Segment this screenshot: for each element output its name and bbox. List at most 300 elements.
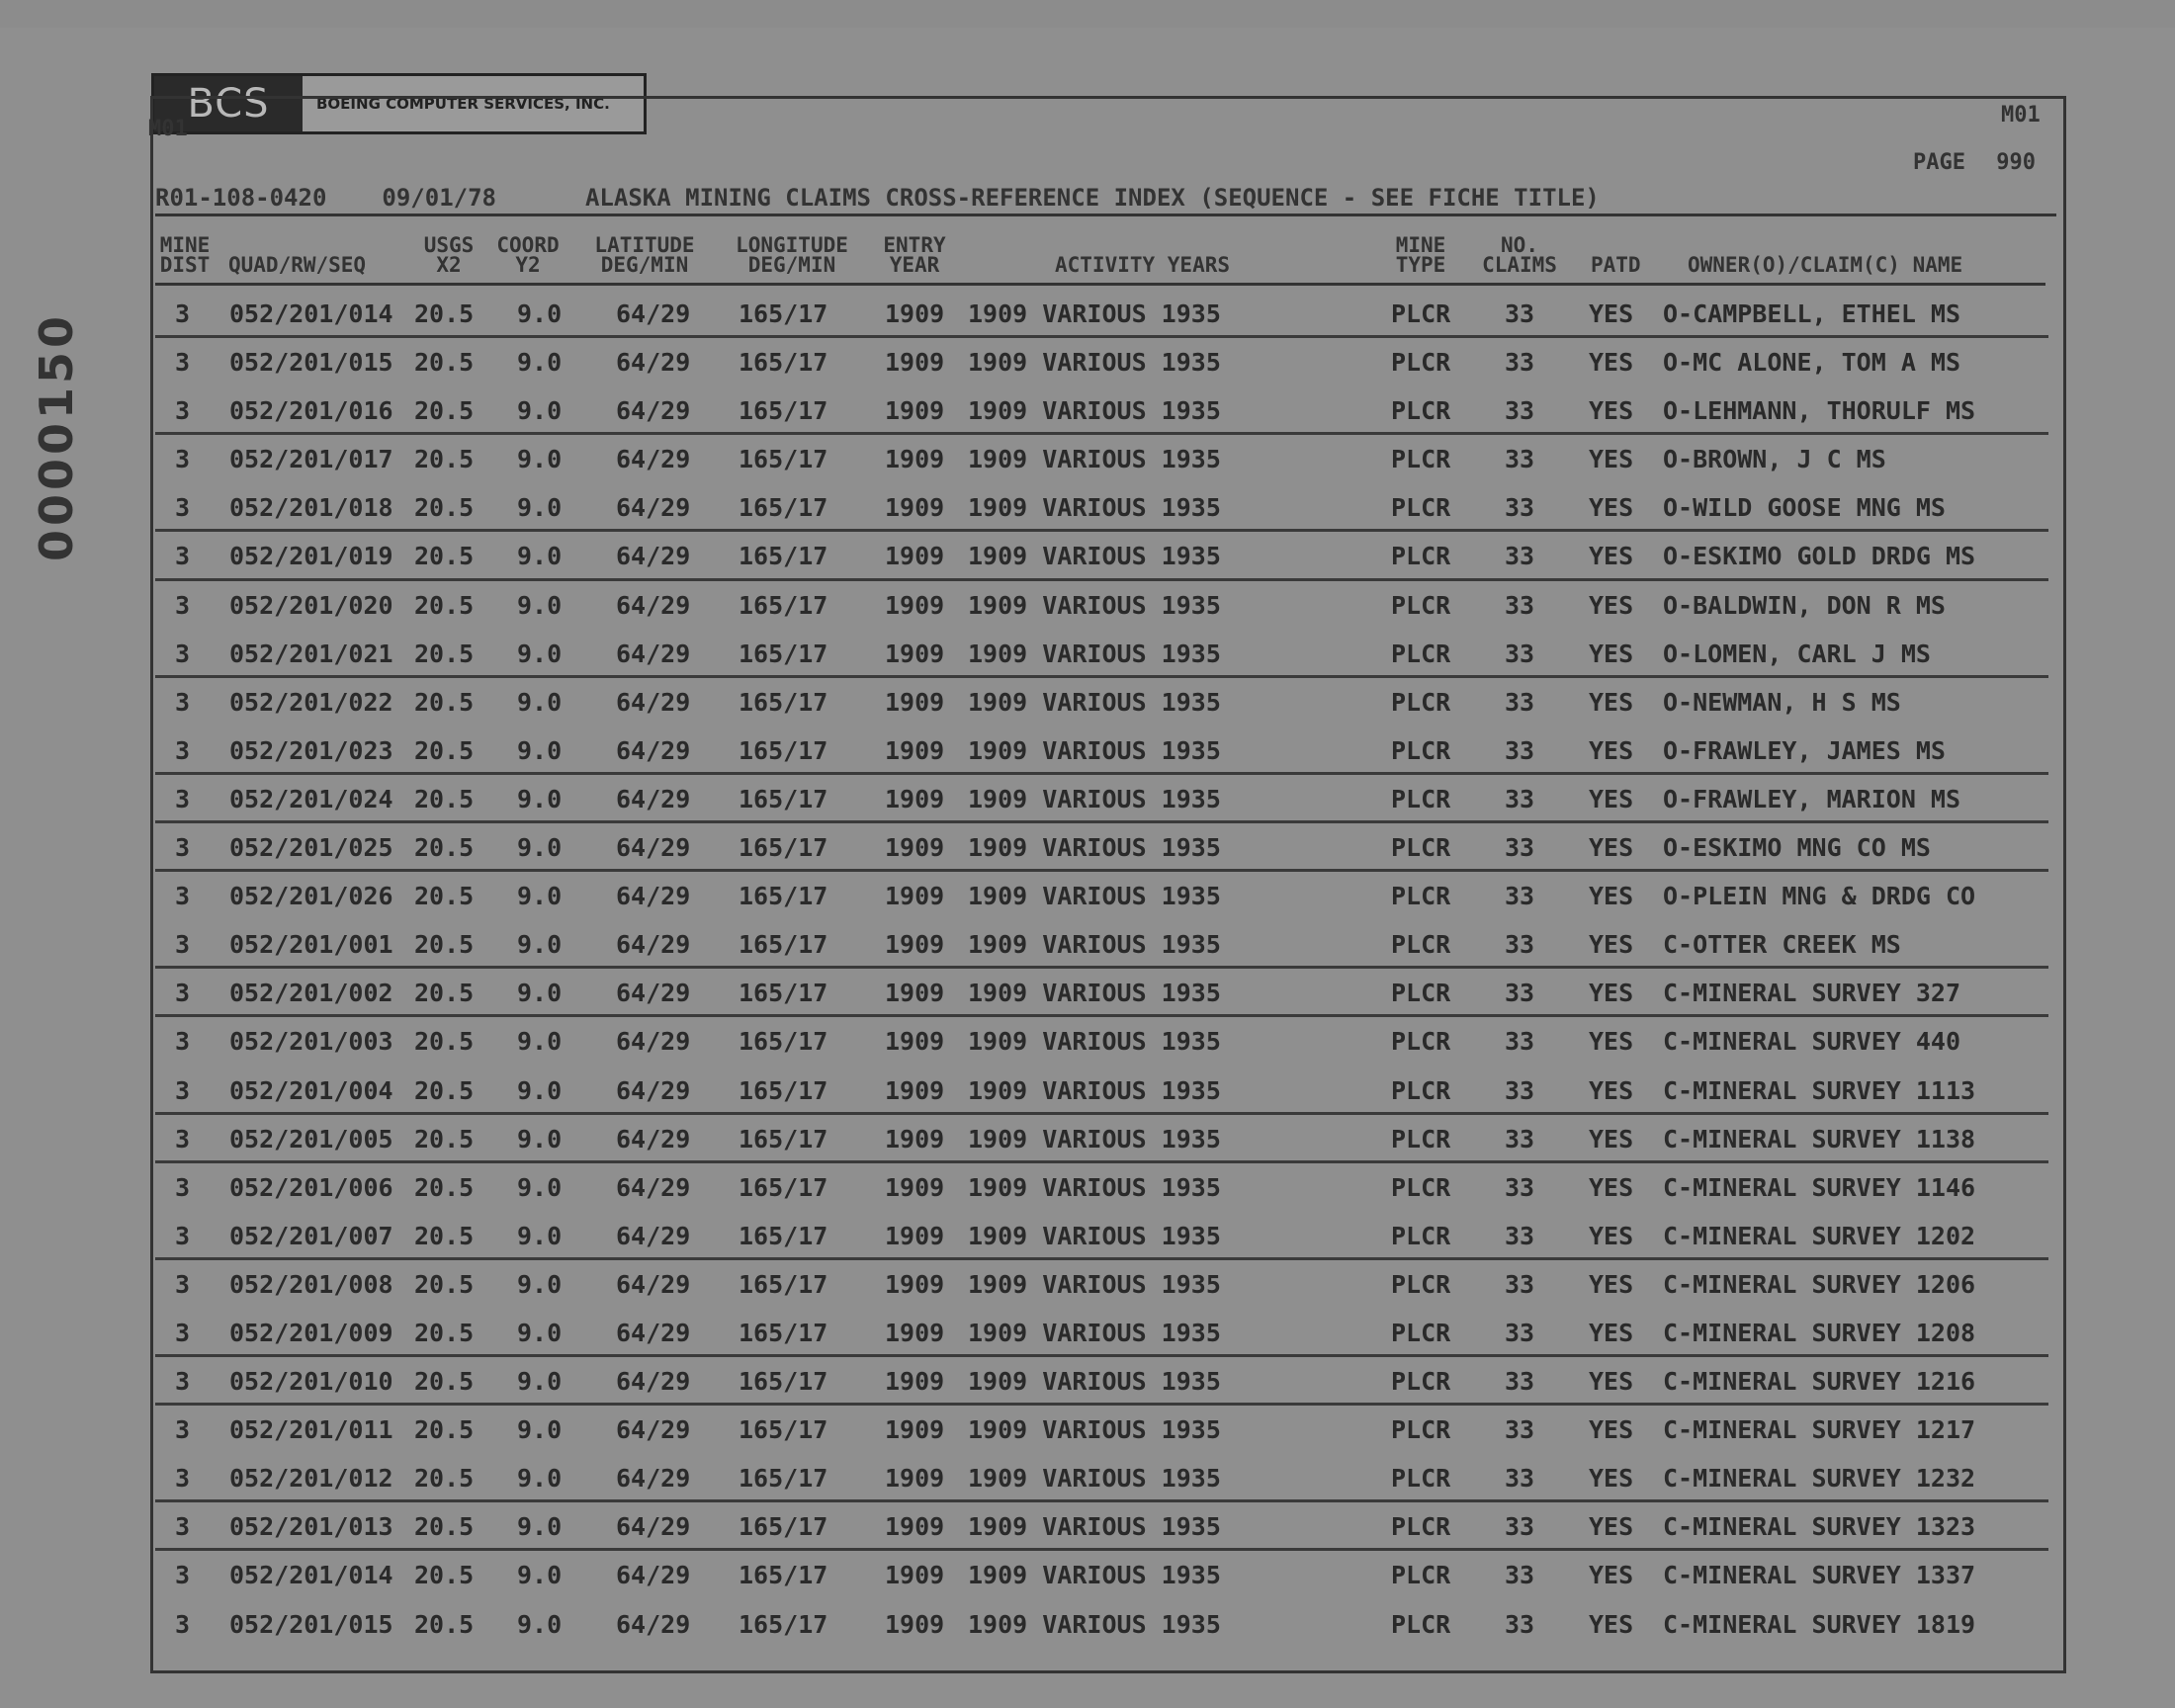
cell-pat: YES — [1589, 1221, 1634, 1250]
cell-pat: YES — [1589, 639, 1634, 668]
cell-type: PLCR — [1391, 1609, 1451, 1639]
cell-activity: 1909 VARIOUS 1935 — [968, 784, 1221, 813]
cell-entry: 1909 — [885, 1172, 945, 1202]
cell-claims: 33 — [1505, 687, 1535, 717]
cell-quad: 052/201/003 — [229, 1027, 393, 1057]
cell-quad: 052/201/001 — [229, 930, 393, 960]
cell-entry: 1909 — [885, 1027, 945, 1057]
cell-activity: 1909 VARIOUS 1935 — [968, 1172, 1221, 1202]
cell-lon: 165/17 — [739, 930, 828, 960]
col-claims: NO. CLAIMS — [1482, 233, 1557, 277]
cell-lon: 165/17 — [739, 979, 828, 1008]
col-owner: OWNER(O)/CLAIM(C) NAME — [1688, 253, 1963, 277]
cell-quad: 052/201/016 — [229, 396, 393, 426]
table-row — [155, 1600, 2048, 1649]
cell-claims: 33 — [1505, 1367, 1535, 1397]
cell-owner: C-OTTER CREEK MS — [1663, 930, 1901, 960]
cell-pat: YES — [1589, 979, 1634, 1008]
cell-dist: 3 — [175, 396, 191, 426]
cell-entry: 1909 — [885, 542, 945, 571]
cell-claims: 33 — [1505, 1609, 1535, 1639]
cell-entry: 1909 — [885, 833, 945, 863]
cell-usgs: 20.5 — [414, 1367, 475, 1397]
cell-quad: 052/201/023 — [229, 735, 393, 765]
cell-coord: 9.0 — [517, 979, 563, 1008]
col-dist: MINE DIST — [159, 233, 211, 277]
cell-quad: 052/201/020 — [229, 590, 393, 620]
cell-usgs: 20.5 — [414, 1318, 475, 1347]
cell-entry: 1909 — [885, 396, 945, 426]
cell-entry: 1909 — [885, 590, 945, 620]
cell-claims: 33 — [1505, 299, 1535, 328]
cell-activity: 1909 VARIOUS 1935 — [968, 396, 1221, 426]
cell-coord: 9.0 — [517, 1221, 563, 1250]
cell-dist: 3 — [175, 445, 191, 474]
cell-pat: YES — [1589, 493, 1634, 523]
cell-activity: 1909 VARIOUS 1935 — [968, 687, 1221, 717]
cell-claims: 33 — [1505, 1221, 1535, 1250]
cell-lon: 165/17 — [739, 299, 828, 328]
cell-pat: YES — [1589, 735, 1634, 765]
cell-lon: 165/17 — [739, 687, 828, 717]
col-usgs: USGS X2 — [423, 233, 475, 277]
cell-activity: 1909 VARIOUS 1935 — [968, 299, 1221, 328]
cell-usgs: 20.5 — [414, 1415, 475, 1445]
cell-quad: 052/201/025 — [229, 833, 393, 863]
table-row — [155, 1502, 2048, 1551]
cell-activity: 1909 VARIOUS 1935 — [968, 493, 1221, 523]
cell-pat: YES — [1589, 784, 1634, 813]
cell-owner: C-MINERAL SURVEY 327 — [1663, 979, 1961, 1008]
table-row — [155, 775, 2048, 823]
cell-lat: 64/29 — [616, 396, 691, 426]
cell-owner: C-MINERAL SURVEY 1206 — [1663, 1269, 1976, 1299]
cell-lat: 64/29 — [616, 1609, 691, 1639]
cell-lon: 165/17 — [739, 396, 828, 426]
cell-coord: 9.0 — [517, 1075, 563, 1105]
cell-claims: 33 — [1505, 1415, 1535, 1445]
page-indicator — [1913, 150, 2036, 175]
cell-dist: 3 — [175, 493, 191, 523]
report-title: ALASKA MINING CLAIMS CROSS-REFERENCE INDEX (SEQUENCE - SEE FICHE TITLE) — [584, 184, 1600, 212]
cell-usgs: 20.5 — [414, 1561, 475, 1590]
cell-claims: 33 — [1505, 348, 1535, 378]
cell-lon: 165/17 — [739, 882, 828, 911]
cell-type: PLCR — [1391, 1221, 1451, 1250]
cell-lat: 64/29 — [616, 1512, 691, 1542]
cell-pat: YES — [1589, 1318, 1634, 1347]
cell-coord: 9.0 — [517, 396, 563, 426]
cell-quad: 052/201/015 — [229, 348, 393, 378]
cell-quad: 052/201/002 — [229, 979, 393, 1008]
cell-quad: 052/201/014 — [229, 1561, 393, 1590]
cell-entry: 1909 — [885, 1415, 945, 1445]
cell-claims: 33 — [1505, 930, 1535, 960]
table-row — [155, 920, 2048, 969]
cell-type: PLCR — [1391, 1027, 1451, 1057]
cell-coord: 9.0 — [517, 1172, 563, 1202]
cell-lat: 64/29 — [616, 445, 691, 474]
cell-claims: 33 — [1505, 1124, 1535, 1153]
cell-coord: 9.0 — [517, 542, 563, 571]
col-activity: ACTIVITY YEARS — [1055, 253, 1231, 277]
cell-dist: 3 — [175, 1512, 191, 1542]
cell-pat: YES — [1589, 396, 1634, 426]
cell-dist: 3 — [175, 1367, 191, 1397]
cell-dist: 3 — [175, 1269, 191, 1299]
col-pat: PATD — [1591, 253, 1641, 277]
cell-quad: 052/201/015 — [229, 1609, 393, 1639]
cell-claims: 33 — [1505, 1027, 1535, 1057]
cell-lat: 64/29 — [616, 299, 691, 328]
cell-lat: 64/29 — [616, 1415, 691, 1445]
cell-lat: 64/29 — [616, 1318, 691, 1347]
cell-type: PLCR — [1391, 1269, 1451, 1299]
cell-lon: 165/17 — [739, 1609, 828, 1639]
cell-owner: O-LEHMANN, THORULF MS — [1663, 396, 1976, 426]
cell-lat: 64/29 — [616, 1269, 691, 1299]
cell-owner: O-ESKIMO GOLD DRDG MS — [1663, 542, 1976, 571]
cell-lat: 64/29 — [616, 979, 691, 1008]
cell-lon: 165/17 — [739, 1124, 828, 1153]
cell-type: PLCR — [1391, 735, 1451, 765]
report-date: 09/01/78 — [382, 184, 496, 212]
cell-pat: YES — [1589, 833, 1634, 863]
cell-activity: 1909 VARIOUS 1935 — [968, 1075, 1221, 1105]
cell-lon: 165/17 — [739, 493, 828, 523]
cell-usgs: 20.5 — [414, 833, 475, 863]
cell-entry: 1909 — [885, 930, 945, 960]
cell-quad: 052/201/014 — [229, 299, 393, 328]
cell-lon: 165/17 — [739, 590, 828, 620]
cell-lon: 165/17 — [739, 348, 828, 378]
cell-type: PLCR — [1391, 784, 1451, 813]
cell-pat: YES — [1589, 1075, 1634, 1105]
cell-owner: O-MC ALONE, TOM A MS — [1663, 348, 1961, 378]
cell-dist: 3 — [175, 735, 191, 765]
cell-claims: 33 — [1505, 493, 1535, 523]
cell-owner: C-MINERAL SURVEY 1819 — [1663, 1609, 1976, 1639]
cell-coord: 9.0 — [517, 1367, 563, 1397]
cell-type: PLCR — [1391, 1124, 1451, 1153]
cell-lat: 64/29 — [616, 833, 691, 863]
cell-type: PLCR — [1391, 1075, 1451, 1105]
cell-usgs: 20.5 — [414, 639, 475, 668]
cell-owner: O-BROWN, J C MS — [1663, 445, 1886, 474]
cell-entry: 1909 — [885, 445, 945, 474]
cell-usgs: 20.5 — [414, 542, 475, 571]
cell-lat: 64/29 — [616, 1172, 691, 1202]
cell-type: PLCR — [1391, 396, 1451, 426]
cell-coord: 9.0 — [517, 1415, 563, 1445]
cell-coord: 9.0 — [517, 882, 563, 911]
cell-lon: 165/17 — [739, 1318, 828, 1347]
cell-pat: YES — [1589, 542, 1634, 571]
cell-dist: 3 — [175, 1075, 191, 1105]
cell-entry: 1909 — [885, 687, 945, 717]
cell-owner: C-MINERAL SURVEY 1146 — [1663, 1172, 1976, 1202]
cell-activity: 1909 VARIOUS 1935 — [968, 445, 1221, 474]
cell-quad: 052/201/024 — [229, 784, 393, 813]
table-row — [155, 1260, 2048, 1309]
cell-lon: 165/17 — [739, 1367, 828, 1397]
cell-coord: 9.0 — [517, 1512, 563, 1542]
cell-lat: 64/29 — [616, 1027, 691, 1057]
table-row — [155, 969, 2048, 1017]
table-row — [155, 1309, 2048, 1357]
cell-quad: 052/201/021 — [229, 639, 393, 668]
cell-dist: 3 — [175, 1221, 191, 1250]
cell-quad: 052/201/017 — [229, 445, 393, 474]
cell-pat: YES — [1589, 930, 1634, 960]
cell-type: PLCR — [1391, 1367, 1451, 1397]
cell-quad: 052/201/019 — [229, 542, 393, 571]
cell-dist: 3 — [175, 542, 191, 571]
cell-usgs: 20.5 — [414, 979, 475, 1008]
cell-claims: 33 — [1505, 639, 1535, 668]
cell-claims: 33 — [1505, 445, 1535, 474]
cell-dist: 3 — [175, 930, 191, 960]
cell-owner: O-ESKIMO MNG CO MS — [1663, 833, 1931, 863]
cell-type: PLCR — [1391, 930, 1451, 960]
cell-owner: C-MINERAL SURVEY 1138 — [1663, 1124, 1976, 1153]
cell-lon: 165/17 — [739, 735, 828, 765]
cell-quad: 052/201/009 — [229, 1318, 393, 1347]
cell-entry: 1909 — [885, 1124, 945, 1153]
cell-quad: 052/201/006 — [229, 1172, 393, 1202]
cell-quad: 052/201/010 — [229, 1367, 393, 1397]
cell-usgs: 20.5 — [414, 1172, 475, 1202]
cell-usgs: 20.5 — [414, 348, 475, 378]
table-row — [155, 290, 2048, 338]
cell-entry: 1909 — [885, 348, 945, 378]
table-row — [155, 435, 2048, 483]
cell-quad: 052/201/008 — [229, 1269, 393, 1299]
cell-claims: 33 — [1505, 833, 1535, 863]
table-row — [155, 726, 2048, 775]
cell-activity: 1909 VARIOUS 1935 — [968, 1027, 1221, 1057]
cell-coord: 9.0 — [517, 687, 563, 717]
cell-activity: 1909 VARIOUS 1935 — [968, 979, 1221, 1008]
cell-quad: 052/201/018 — [229, 493, 393, 523]
cell-entry: 1909 — [885, 735, 945, 765]
cell-coord: 9.0 — [517, 833, 563, 863]
cell-type: PLCR — [1391, 590, 1451, 620]
table-row — [155, 386, 2048, 435]
cell-owner: O-CAMPBELL, ETHEL MS — [1663, 299, 1961, 328]
page-label: PAGE — [1913, 150, 1965, 175]
cell-dist: 3 — [175, 882, 191, 911]
cell-pat: YES — [1589, 1269, 1634, 1299]
cell-pat: YES — [1589, 1367, 1634, 1397]
col-type: MINE TYPE — [1395, 233, 1446, 277]
table-row — [155, 1067, 2048, 1115]
cell-type: PLCR — [1391, 1512, 1451, 1542]
cell-dist: 3 — [175, 1027, 191, 1057]
cell-dist: 3 — [175, 348, 191, 378]
left-code: M01 — [148, 117, 188, 141]
cell-coord: 9.0 — [517, 1124, 563, 1153]
cell-dist: 3 — [175, 833, 191, 863]
cell-lon: 165/17 — [739, 1464, 828, 1494]
cell-lat: 64/29 — [616, 1561, 691, 1590]
cell-type: PLCR — [1391, 1561, 1451, 1590]
table-row — [155, 630, 2048, 678]
cell-quad: 052/201/004 — [229, 1075, 393, 1105]
cell-lon: 165/17 — [739, 1512, 828, 1542]
cell-entry: 1909 — [885, 1318, 945, 1347]
cell-owner: O-FRAWLEY, JAMES MS — [1663, 735, 1946, 765]
cell-pat: YES — [1589, 1415, 1634, 1445]
cell-dist: 3 — [175, 1609, 191, 1639]
cell-coord: 9.0 — [517, 1609, 563, 1639]
cell-usgs: 20.5 — [414, 493, 475, 523]
cell-activity: 1909 VARIOUS 1935 — [968, 1464, 1221, 1494]
cell-owner: C-MINERAL SURVEY 1113 — [1663, 1075, 1976, 1105]
col-lat: LATITUDE DEG/MIN — [594, 233, 695, 277]
cell-coord: 9.0 — [517, 590, 563, 620]
cell-claims: 33 — [1505, 735, 1535, 765]
cell-claims: 33 — [1505, 979, 1535, 1008]
table-row — [155, 581, 2048, 630]
cell-coord: 9.0 — [517, 639, 563, 668]
cell-lon: 165/17 — [739, 1561, 828, 1590]
cell-owner: C-MINERAL SURVEY 1337 — [1663, 1561, 1976, 1590]
cell-activity: 1909 VARIOUS 1935 — [968, 1561, 1221, 1590]
table-row — [155, 483, 2048, 532]
cell-usgs: 20.5 — [414, 930, 475, 960]
cell-owner: C-MINERAL SURVEY 440 — [1663, 1027, 1961, 1057]
cell-lat: 64/29 — [616, 348, 691, 378]
table-row — [155, 678, 2048, 726]
cell-claims: 33 — [1505, 396, 1535, 426]
cell-usgs: 20.5 — [414, 1464, 475, 1494]
cell-lat: 64/29 — [616, 542, 691, 571]
cell-usgs: 20.5 — [414, 1609, 475, 1639]
cell-usgs: 20.5 — [414, 1269, 475, 1299]
cell-lat: 64/29 — [616, 1124, 691, 1153]
report-title-line — [155, 184, 2056, 216]
cell-lon: 165/17 — [739, 833, 828, 863]
cell-type: PLCR — [1391, 1172, 1451, 1202]
cell-pat: YES — [1589, 687, 1634, 717]
cell-claims: 33 — [1505, 1269, 1535, 1299]
cell-lat: 64/29 — [616, 1464, 691, 1494]
table-row — [155, 1212, 2048, 1260]
cell-entry: 1909 — [885, 882, 945, 911]
fiche-frame-number: 0000150 — [30, 311, 83, 561]
cell-coord: 9.0 — [517, 1464, 563, 1494]
cell-usgs: 20.5 — [414, 299, 475, 328]
cell-type: PLCR — [1391, 542, 1451, 571]
cell-dist: 3 — [175, 590, 191, 620]
cell-owner: O-WILD GOOSE MNG MS — [1663, 493, 1946, 523]
cell-pat: YES — [1589, 590, 1634, 620]
cell-type: PLCR — [1391, 299, 1451, 328]
table-row — [155, 1017, 2048, 1066]
column-header-row — [155, 231, 2045, 286]
cell-type: PLCR — [1391, 639, 1451, 668]
table-row — [155, 823, 2048, 872]
cell-activity: 1909 VARIOUS 1935 — [968, 1269, 1221, 1299]
cell-activity: 1909 VARIOUS 1935 — [968, 833, 1221, 863]
table-row — [155, 1551, 2048, 1599]
cell-pat: YES — [1589, 1124, 1634, 1153]
cell-lon: 165/17 — [739, 784, 828, 813]
cell-dist: 3 — [175, 784, 191, 813]
cell-pat: YES — [1589, 882, 1634, 911]
cell-activity: 1909 VARIOUS 1935 — [968, 882, 1221, 911]
cell-pat: YES — [1589, 1027, 1634, 1057]
cell-coord: 9.0 — [517, 445, 563, 474]
cell-activity: 1909 VARIOUS 1935 — [968, 735, 1221, 765]
cell-quad: 052/201/026 — [229, 882, 393, 911]
cell-lat: 64/29 — [616, 687, 691, 717]
cell-lon: 165/17 — [739, 542, 828, 571]
cell-pat: YES — [1589, 1464, 1634, 1494]
cell-coord: 9.0 — [517, 1269, 563, 1299]
cell-dist: 3 — [175, 687, 191, 717]
cell-entry: 1909 — [885, 1464, 945, 1494]
cell-type: PLCR — [1391, 1464, 1451, 1494]
cell-dist: 3 — [175, 299, 191, 328]
cell-claims: 33 — [1505, 882, 1535, 911]
cell-entry: 1909 — [885, 1609, 945, 1639]
cell-type: PLCR — [1391, 1318, 1451, 1347]
cell-claims: 33 — [1505, 1172, 1535, 1202]
cell-lon: 165/17 — [739, 1172, 828, 1202]
cell-dist: 3 — [175, 1124, 191, 1153]
page-number: 990 — [1996, 150, 2036, 175]
cell-activity: 1909 VARIOUS 1935 — [968, 639, 1221, 668]
cell-usgs: 20.5 — [414, 882, 475, 911]
cell-type: PLCR — [1391, 979, 1451, 1008]
cell-lat: 64/29 — [616, 590, 691, 620]
cell-activity: 1909 VARIOUS 1935 — [968, 1318, 1221, 1347]
cell-claims: 33 — [1505, 1318, 1535, 1347]
cell-claims: 33 — [1505, 1561, 1535, 1590]
logo-mark: BCS — [154, 76, 303, 131]
cell-lat: 64/29 — [616, 493, 691, 523]
cell-coord: 9.0 — [517, 784, 563, 813]
cell-entry: 1909 — [885, 784, 945, 813]
cell-lon: 165/17 — [739, 1415, 828, 1445]
cell-activity: 1909 VARIOUS 1935 — [968, 348, 1221, 378]
cell-type: PLCR — [1391, 687, 1451, 717]
cell-usgs: 20.5 — [414, 1075, 475, 1105]
cell-claims: 33 — [1505, 590, 1535, 620]
cell-dist: 3 — [175, 1172, 191, 1202]
cell-owner: C-MINERAL SURVEY 1323 — [1663, 1512, 1976, 1542]
cell-owner: O-NEWMAN, H S MS — [1663, 687, 1901, 717]
cell-entry: 1909 — [885, 1367, 945, 1397]
cell-dist: 3 — [175, 1415, 191, 1445]
cell-owner: C-MINERAL SURVEY 1216 — [1663, 1367, 1976, 1397]
cell-quad: 052/201/011 — [229, 1415, 393, 1445]
cell-entry: 1909 — [885, 1561, 945, 1590]
right-code: M01 — [2001, 103, 2041, 128]
cell-lon: 165/17 — [739, 1027, 828, 1057]
col-quad: QUAD/RW/SEQ — [228, 253, 367, 277]
cell-pat: YES — [1589, 348, 1634, 378]
cell-activity: 1909 VARIOUS 1935 — [968, 1221, 1221, 1250]
cell-pat: YES — [1589, 445, 1634, 474]
claims-table-body — [155, 290, 2048, 1649]
table-row — [155, 1357, 2048, 1406]
cell-lat: 64/29 — [616, 1221, 691, 1250]
cell-pat: YES — [1589, 299, 1634, 328]
cell-pat: YES — [1589, 1172, 1634, 1202]
